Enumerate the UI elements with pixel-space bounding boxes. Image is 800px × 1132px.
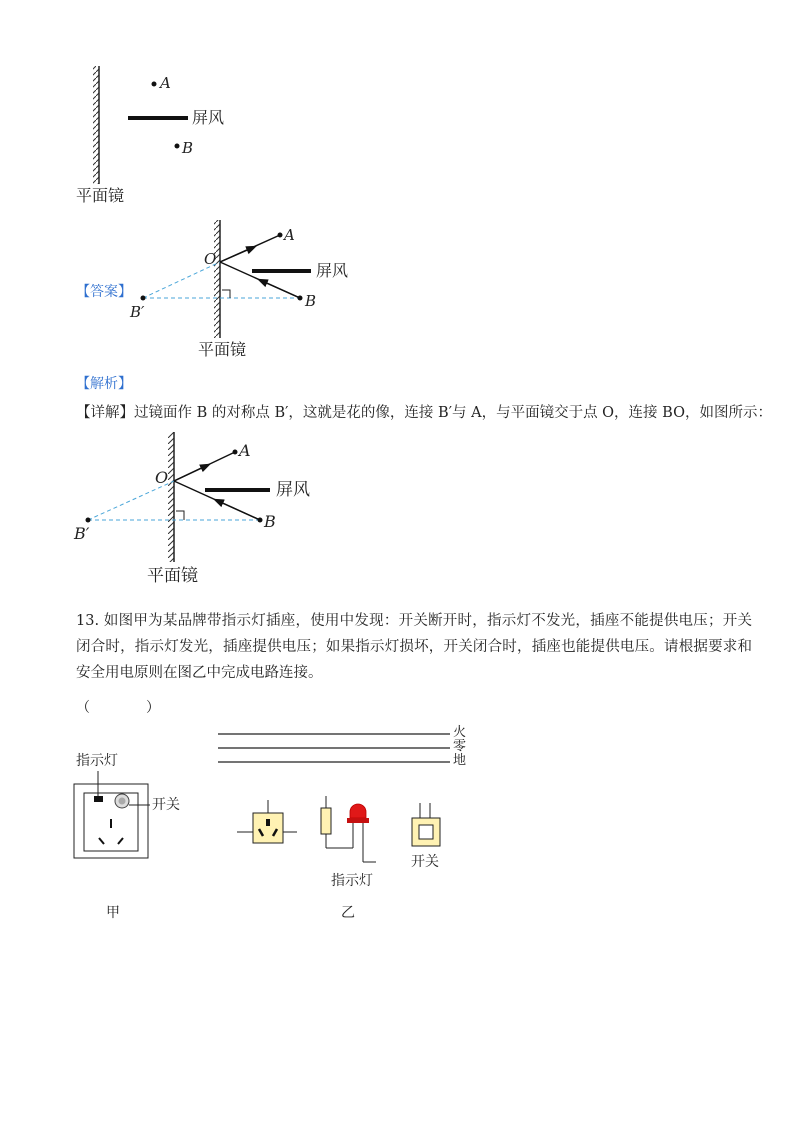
answer-tag: 【答案】	[76, 284, 132, 300]
yi-indicator-label: 指示灯	[331, 873, 373, 889]
yi-label-live: 火	[453, 725, 467, 740]
analysis-label-a: A	[239, 441, 251, 460]
answer-label-o: O	[204, 250, 217, 268]
analysis-label-o: O	[155, 468, 169, 487]
fig1-label-mirror: 平面镜	[76, 186, 125, 205]
fig1-label-b: B	[182, 139, 194, 157]
answer-label-bprime: B′	[130, 303, 145, 321]
fig1-label-screen: 屏风	[192, 108, 225, 127]
analysis-label-screen: 屏风	[276, 480, 310, 500]
jia-switch-label: 开关	[152, 797, 180, 813]
analysis-detail-text: 过镜面作 B 的对称点 B′，这就是花的像，连接 B′与 A，与平面镜交于点 O，连接 BO，如图所示：	[134, 405, 772, 421]
analysis-label-bprime: B′	[74, 524, 90, 543]
jia-caption: 甲	[106, 905, 120, 921]
answer-label-a: A	[284, 226, 295, 244]
question-13-answer-bracket[interactable]: （ ）	[76, 700, 160, 716]
yi-resistor	[321, 808, 331, 834]
answer-label-screen: 屏风	[316, 261, 349, 280]
yi-switch-label: 开关	[411, 854, 439, 870]
yi-socket-hole-top	[266, 819, 270, 826]
yi-socket-body	[253, 813, 283, 843]
fig1-label-a: A	[160, 74, 171, 92]
yi-label-ground: 地	[453, 753, 467, 768]
answer-label-mirror: 平面镜	[198, 340, 247, 359]
analysis-tag: 【解析】	[76, 376, 132, 392]
jia-indicator-label: 指示灯	[76, 753, 118, 769]
answer-label-b: B	[305, 292, 317, 310]
yi-switch-inner	[419, 825, 433, 839]
analysis-detail-tag: 【详解】	[76, 405, 134, 421]
analysis-label-b: B	[264, 512, 276, 531]
analysis-label-mirror: 平面镜	[147, 566, 198, 586]
yi-caption: 乙	[341, 905, 355, 921]
yi-led-dome	[350, 804, 366, 818]
yi-led-base	[347, 818, 369, 823]
yi-label-neutral: 零	[453, 739, 467, 754]
question-13-text: 13. 如图甲为某品牌带指示灯插座，使用中发现：开关断开时，指示灯不发光，插座不能提供电压；开关闭合时，指示灯发光，插座提供电压；如果指示灯损坏，开关闭合时，插座也能提供电压。请根据要求和安全用电原则在图乙中完成电路连接。	[76, 613, 752, 681]
